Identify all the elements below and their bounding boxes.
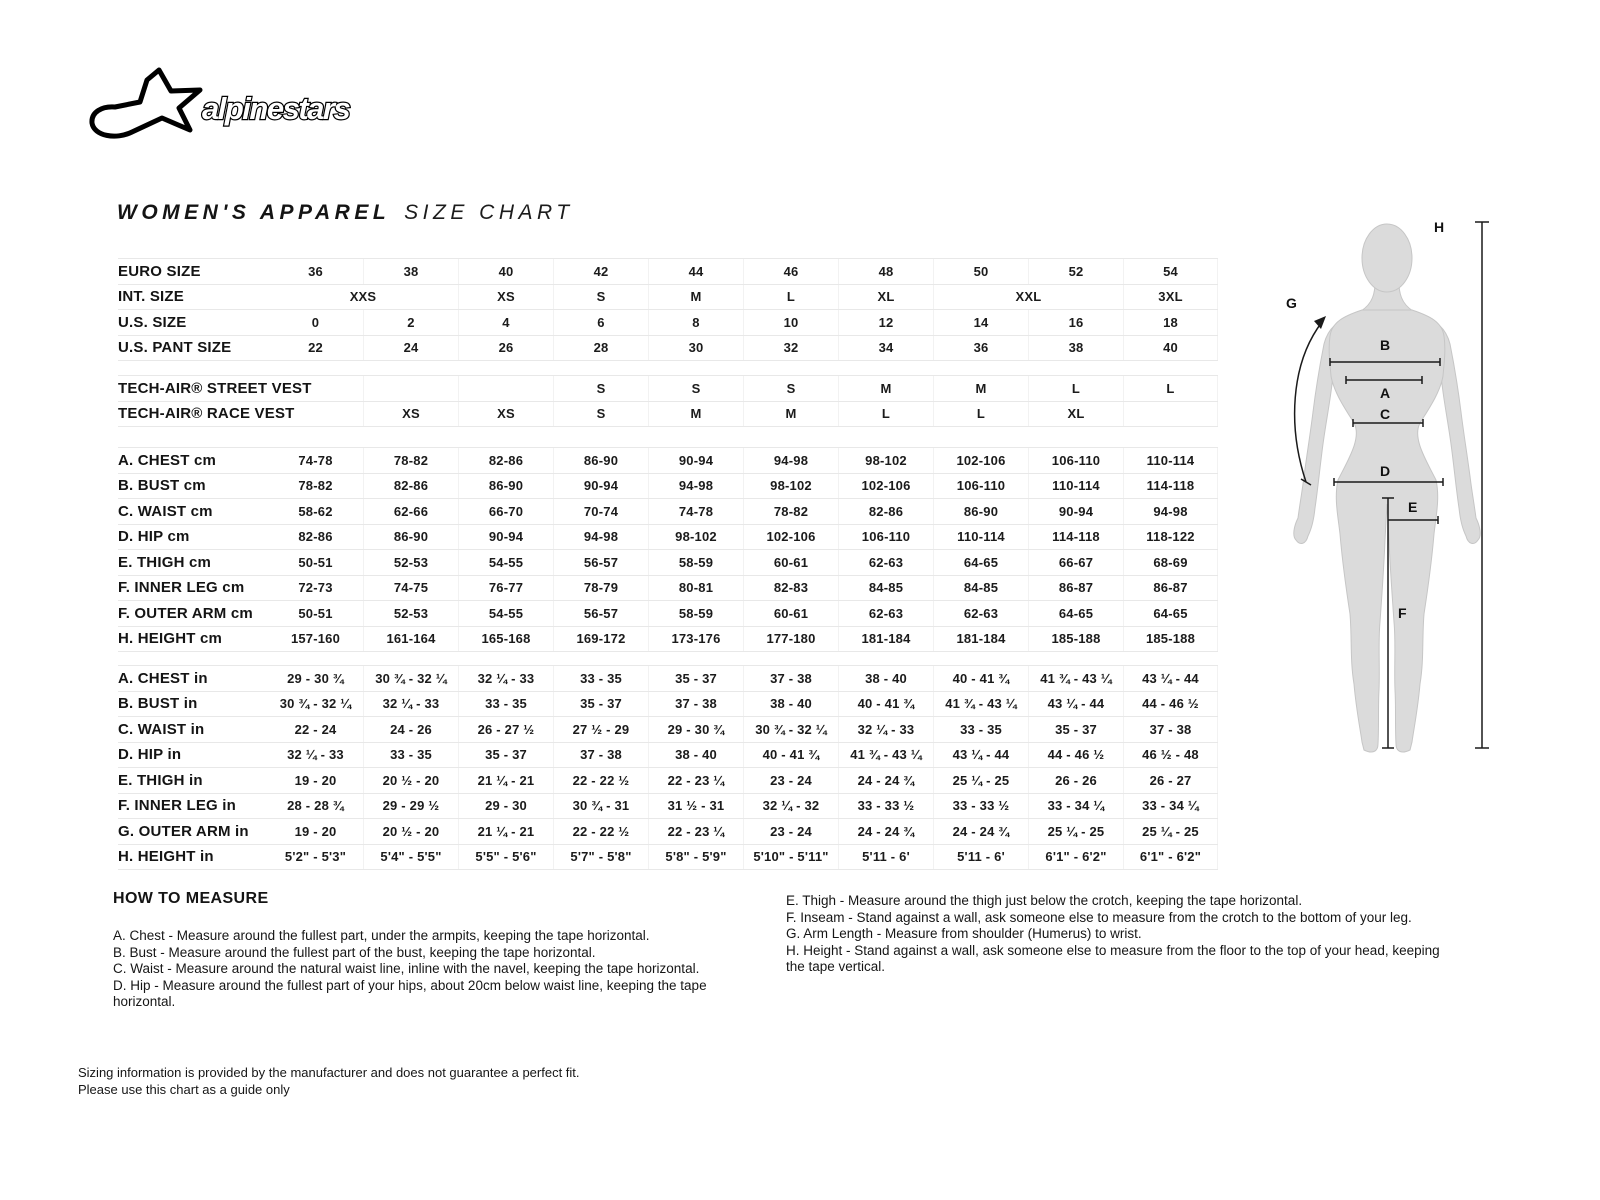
row-label: EURO SIZE bbox=[118, 262, 201, 280]
body-measurement-figure bbox=[1268, 198, 1503, 768]
table-cell: 28 - 28 ¾ bbox=[287, 798, 344, 814]
table-cell: 56-57 bbox=[553, 550, 648, 575]
alpinestars-star-icon bbox=[92, 70, 200, 136]
table-cell: 35 - 37 bbox=[553, 692, 648, 717]
table-cell: 165-168 bbox=[458, 627, 553, 652]
table-cell: M bbox=[648, 285, 743, 310]
figure-label-c: C bbox=[1380, 406, 1391, 422]
table-cell: 5'10" - 5'11" bbox=[743, 845, 838, 870]
table-cell: 82-83 bbox=[743, 576, 838, 601]
table-row bbox=[118, 716, 1218, 742]
table-cell: 98-102 bbox=[838, 448, 933, 473]
table-cell: 38 bbox=[363, 259, 458, 284]
table-cell: 5'8" - 5'9" bbox=[648, 845, 743, 870]
table-row bbox=[118, 375, 1218, 401]
row-label: F. OUTER ARM cm bbox=[118, 604, 253, 622]
table-cell: 161-164 bbox=[363, 627, 458, 652]
table-cell: 106-110 bbox=[933, 474, 1028, 499]
table-cell: 102-106 bbox=[838, 474, 933, 499]
table-cell: 43 ¼ - 44 bbox=[1028, 692, 1123, 717]
table-cell: 48 bbox=[838, 259, 933, 284]
measure-instruction-thigh: E. Thigh - Measure around the thigh just below the crotch, keeping the tape horizontal. bbox=[786, 893, 1303, 908]
table-cell: 114-118 bbox=[1123, 474, 1218, 499]
table-cell: 78-79 bbox=[553, 576, 648, 601]
row-label: A. CHEST in bbox=[118, 669, 208, 687]
table-row bbox=[118, 524, 1218, 550]
table-block-tech-air bbox=[118, 375, 1218, 427]
table-cell: 18 bbox=[1123, 310, 1218, 335]
table-cell: 106-110 bbox=[838, 525, 933, 550]
measure-instruction-height: H. Height - Stand against a wall, ask someone else to measure from the floor to the top of your head, keeping the tape vertical. bbox=[786, 942, 1440, 974]
row-label: C. WAIST in bbox=[118, 720, 205, 738]
table-cell: 27 ½ - 29 bbox=[553, 717, 648, 742]
table-cell: 26 bbox=[458, 336, 553, 361]
table-cell: S bbox=[553, 285, 648, 310]
table-row bbox=[118, 742, 1218, 768]
table-cell: 41 ¾ - 43 ¼ bbox=[933, 692, 1028, 717]
table-cell: 38 bbox=[1028, 336, 1123, 361]
table-cell: 90-94 bbox=[553, 474, 648, 499]
table-cell bbox=[458, 376, 553, 401]
table-cell: 30 ¾ - 31 bbox=[553, 794, 648, 819]
row-label: A. CHEST cm bbox=[118, 451, 217, 469]
figure-label-a: A bbox=[1380, 385, 1391, 401]
page-title-main: WOMEN'S APPAREL bbox=[117, 201, 391, 224]
page-title-sub: SIZE CHART bbox=[404, 201, 574, 224]
table-cell: S bbox=[743, 376, 838, 401]
table-cell: 35 - 37 bbox=[1028, 717, 1123, 742]
table-cell: 5'11 - 6' bbox=[838, 845, 933, 870]
table-cell: 5'11 - 6' bbox=[933, 845, 1028, 870]
table-cell: 34 bbox=[838, 336, 933, 361]
table-cell: 32 ¼ - 33 bbox=[287, 747, 344, 763]
table-cell: 20 ½ - 20 bbox=[363, 768, 458, 793]
table-cell: L bbox=[743, 285, 838, 310]
table-cell: 5'2" - 5'3" bbox=[284, 849, 347, 865]
table-row bbox=[118, 575, 1218, 601]
table-cell: 66-70 bbox=[458, 499, 553, 524]
table-cell: 10 bbox=[743, 310, 838, 335]
table-cell: 181-184 bbox=[933, 627, 1028, 652]
table-cell: 6'1" - 6'2" bbox=[1123, 845, 1218, 870]
table-cell: M bbox=[743, 402, 838, 427]
table-cell: 70-74 bbox=[553, 499, 648, 524]
table-row bbox=[118, 335, 1218, 361]
table-cell: 84-85 bbox=[933, 576, 1028, 601]
row-label: G. OUTER ARM in bbox=[118, 822, 249, 840]
row-label: TECH-AIR® STREET VEST bbox=[118, 379, 312, 397]
table-cell: 24 - 24 ¾ bbox=[838, 768, 933, 793]
table-cell: 181-184 bbox=[838, 627, 933, 652]
table-cell: L bbox=[1123, 376, 1218, 401]
table-cell: 52-53 bbox=[363, 601, 458, 626]
table-cell: 102-106 bbox=[933, 448, 1028, 473]
table-cell: 50-51 bbox=[298, 605, 333, 621]
table-cell: 40 bbox=[458, 259, 553, 284]
measure-instruction-hip: D. Hip - Measure around the fullest part of your hips, about 20cm below waist line, keeping the tape horizontal. bbox=[113, 977, 707, 1009]
table-cell: 2 bbox=[363, 310, 458, 335]
table-cell: 76-77 bbox=[458, 576, 553, 601]
table-cell: 52-53 bbox=[363, 550, 458, 575]
table-cell: 22 - 23 ¼ bbox=[648, 768, 743, 793]
figure-label-b: B bbox=[1380, 337, 1391, 353]
table-cell: 43 ¼ - 44 bbox=[933, 743, 1028, 768]
table-cell: 33 - 35 bbox=[363, 743, 458, 768]
table-cell: 74-75 bbox=[363, 576, 458, 601]
table-cell: 64-65 bbox=[933, 550, 1028, 575]
table-cell: 30 ¾ - 32 ¼ bbox=[743, 717, 838, 742]
table-cell: L bbox=[933, 402, 1028, 427]
table-cell: XS bbox=[458, 285, 553, 310]
table-cell: 12 bbox=[838, 310, 933, 335]
table-cell: 32 ¼ - 33 bbox=[363, 692, 458, 717]
table-cell: 38 - 40 bbox=[648, 743, 743, 768]
table-cell: 8 bbox=[648, 310, 743, 335]
table-cell: 4 bbox=[458, 310, 553, 335]
table-cell bbox=[1123, 402, 1218, 427]
table-cell: 25 ¼ - 25 bbox=[1123, 819, 1218, 844]
table-cell: 66-67 bbox=[1028, 550, 1123, 575]
figure-label-e: E bbox=[1408, 499, 1418, 515]
table-cell: 33 - 35 bbox=[553, 666, 648, 691]
table-cell: 40 - 41 ¾ bbox=[933, 666, 1028, 691]
row-label: D. HIP in bbox=[118, 746, 182, 764]
table-cell: 38 - 40 bbox=[743, 692, 838, 717]
row-label: F. INNER LEG in bbox=[118, 797, 237, 815]
table-cell: XL bbox=[838, 285, 933, 310]
table-cell: 114-118 bbox=[1028, 525, 1123, 550]
table-cell: L bbox=[1028, 376, 1123, 401]
table-row bbox=[118, 549, 1218, 575]
table-row bbox=[118, 767, 1218, 793]
table-cell: 41 ¾ - 43 ¼ bbox=[838, 743, 933, 768]
table-cell: 78-82 bbox=[298, 478, 333, 494]
table-cell: 23 - 24 bbox=[743, 768, 838, 793]
table-row bbox=[118, 818, 1218, 844]
table-cell: XXS bbox=[349, 289, 377, 305]
table-cell: 29 - 30 ¾ bbox=[287, 670, 344, 686]
table-cell: 58-62 bbox=[298, 503, 333, 519]
table-cell: 22 - 24 bbox=[294, 721, 337, 737]
table-cell: 19 - 20 bbox=[294, 823, 337, 839]
row-label: H. HEIGHT cm bbox=[118, 630, 223, 648]
table-cell: 32 ¼ - 33 bbox=[458, 666, 553, 691]
table-cell bbox=[363, 376, 458, 401]
table-cell: 78-82 bbox=[743, 499, 838, 524]
table-cell: 32 ¼ - 32 bbox=[743, 794, 838, 819]
table-cell: 82-86 bbox=[363, 474, 458, 499]
table-cell: 33 - 34 ¼ bbox=[1123, 794, 1218, 819]
table-cell: 5'4" - 5'5" bbox=[363, 845, 458, 870]
table-cell: 29 - 29 ½ bbox=[363, 794, 458, 819]
table-cell: 110-114 bbox=[933, 525, 1028, 550]
table-cell: 37 - 38 bbox=[1123, 717, 1218, 742]
table-cell: 50-51 bbox=[298, 554, 333, 570]
table-cell: 58-59 bbox=[648, 601, 743, 626]
table-cell: 185-188 bbox=[1028, 627, 1123, 652]
table-cell: 90-94 bbox=[458, 525, 553, 550]
table-cell: 64-65 bbox=[1123, 601, 1218, 626]
table-cell: 82-86 bbox=[458, 448, 553, 473]
table-cell: 24 - 24 ¾ bbox=[838, 819, 933, 844]
row-label: F. INNER LEG cm bbox=[118, 579, 245, 597]
table-cell: 22 - 23 ¼ bbox=[648, 819, 743, 844]
table-cell: 29 - 30 bbox=[458, 794, 553, 819]
table-cell: 16 bbox=[1028, 310, 1123, 335]
table-cell: 86-90 bbox=[933, 499, 1028, 524]
table-cell: 22 - 22 ½ bbox=[553, 819, 648, 844]
table-cell: 24 bbox=[363, 336, 458, 361]
table-cell: 37 - 38 bbox=[553, 743, 648, 768]
table-block-imperial bbox=[118, 665, 1218, 870]
table-cell: 30 ¾ - 32 ¼ bbox=[279, 696, 352, 712]
figure-label-f: F bbox=[1398, 605, 1407, 621]
how-to-measure-section bbox=[113, 890, 761, 1011]
table-cell: 118-122 bbox=[1123, 525, 1218, 550]
table-cell: 46 bbox=[743, 259, 838, 284]
table-cell: 82-86 bbox=[298, 529, 333, 545]
row-label: INT. SIZE bbox=[118, 288, 184, 306]
table-row bbox=[118, 284, 1218, 310]
table-cell: 54-55 bbox=[458, 550, 553, 575]
table-cell: 5'5" - 5'6" bbox=[458, 845, 553, 870]
row-label: E. THIGH in bbox=[118, 771, 203, 789]
figure-label-g: G bbox=[1286, 295, 1297, 311]
row-label: E. THIGH cm bbox=[118, 553, 212, 571]
table-cell: 33 - 35 bbox=[458, 692, 553, 717]
table-cell: 22 bbox=[308, 340, 323, 356]
table-row bbox=[118, 473, 1218, 499]
table-cell: 98-102 bbox=[743, 474, 838, 499]
row-label: B. BUST cm bbox=[118, 477, 206, 495]
table-cell: 36 bbox=[308, 263, 323, 279]
table-cell: 169-172 bbox=[553, 627, 648, 652]
table-cell: 50 bbox=[933, 259, 1028, 284]
table-cell: 40 - 41 ¾ bbox=[838, 692, 933, 717]
table-cell: XL bbox=[1028, 402, 1123, 427]
table-cell: 68-69 bbox=[1123, 550, 1218, 575]
table-cell: 22 - 22 ½ bbox=[553, 768, 648, 793]
table-cell: 30 bbox=[648, 336, 743, 361]
table-cell: 35 - 37 bbox=[458, 743, 553, 768]
table-cell: 37 - 38 bbox=[648, 692, 743, 717]
table-cell: 62-63 bbox=[838, 550, 933, 575]
table-cell: 86-90 bbox=[363, 525, 458, 550]
table-cell: 110-114 bbox=[1123, 448, 1218, 473]
disclaimer bbox=[78, 1064, 580, 1098]
table-cell: 23 - 24 bbox=[743, 819, 838, 844]
row-label: U.S. SIZE bbox=[118, 313, 187, 331]
table-cell: 60-61 bbox=[743, 601, 838, 626]
table-cell: 35 - 37 bbox=[648, 666, 743, 691]
table-cell: 94-98 bbox=[1123, 499, 1218, 524]
table-cell: 36 bbox=[933, 336, 1028, 361]
table-cell: 84-85 bbox=[838, 576, 933, 601]
table-cell: 33 - 33 ½ bbox=[838, 794, 933, 819]
table-cell: 185-188 bbox=[1123, 627, 1218, 652]
page-title bbox=[117, 201, 574, 225]
disclaimer-line-2: Please use this chart as a guide only bbox=[78, 1082, 290, 1097]
table-cell: S bbox=[648, 376, 743, 401]
table-cell: 82-86 bbox=[838, 499, 933, 524]
table-cell: 37 - 38 bbox=[743, 666, 838, 691]
table-cell: 86-90 bbox=[553, 448, 648, 473]
table-cell: 86-87 bbox=[1028, 576, 1123, 601]
row-label: D. HIP cm bbox=[118, 528, 190, 546]
table-cell: 72-73 bbox=[298, 580, 333, 596]
table-cell: XS bbox=[458, 402, 553, 427]
measure-instruction-inseam: F. Inseam - Stand against a wall, ask someone else to measure from the crotch to the bottom of your leg. bbox=[786, 909, 1412, 925]
table-row bbox=[118, 626, 1218, 652]
table-cell: M bbox=[838, 376, 933, 401]
table-cell: M bbox=[648, 402, 743, 427]
table-cell: 42 bbox=[553, 259, 648, 284]
table-cell: 29 - 30 ¾ bbox=[648, 717, 743, 742]
table-cell: 74-78 bbox=[298, 452, 333, 468]
table-cell: 86-90 bbox=[458, 474, 553, 499]
table-cell: 173-176 bbox=[648, 627, 743, 652]
table-cell: 58-59 bbox=[648, 550, 743, 575]
table-cell: 24 - 26 bbox=[363, 717, 458, 742]
table-cell: 54 bbox=[1123, 259, 1218, 284]
table-row bbox=[118, 498, 1218, 524]
table-cell: 3XL bbox=[1123, 285, 1218, 310]
table-cell: 98-102 bbox=[648, 525, 743, 550]
table-cell: 80-81 bbox=[648, 576, 743, 601]
table-cell: 32 ¼ - 33 bbox=[838, 717, 933, 742]
row-label: TECH-AIR® RACE VEST bbox=[118, 405, 295, 423]
table-cell: 90-94 bbox=[1028, 499, 1123, 524]
table-cell: 90-94 bbox=[648, 448, 743, 473]
measure-instruction-bust: B. Bust - Measure around the fullest part of the bust, keeping the tape horizontal. bbox=[113, 944, 596, 960]
alpinestars-wordmark: alpinestars bbox=[202, 91, 350, 126]
table-cell: 33 - 34 ¼ bbox=[1028, 794, 1123, 819]
measure-instruction-waist: C. Waist - Measure around the natural waist line, inline with the navel, keeping the tape horizontal. bbox=[113, 961, 700, 976]
table-cell: 62-63 bbox=[933, 601, 1028, 626]
how-to-measure-heading: HOW TO MEASURE bbox=[113, 890, 269, 907]
table-cell: 94-98 bbox=[553, 525, 648, 550]
table-cell: 31 ½ - 31 bbox=[648, 794, 743, 819]
table-cell: 74-78 bbox=[648, 499, 743, 524]
table-cell: 56-57 bbox=[553, 601, 648, 626]
figure-label-d: D bbox=[1380, 463, 1391, 479]
table-cell: 46 ½ - 48 bbox=[1123, 743, 1218, 768]
alpinestars-logo bbox=[84, 66, 352, 140]
table-row bbox=[118, 844, 1218, 870]
table-cell: M bbox=[933, 376, 1028, 401]
table-cell: 20 ½ - 20 bbox=[363, 819, 458, 844]
table-cell: 106-110 bbox=[1028, 448, 1123, 473]
table-cell: 64-65 bbox=[1028, 601, 1123, 626]
table-row bbox=[118, 309, 1218, 335]
row-label: U.S. PANT SIZE bbox=[118, 339, 232, 357]
table-cell: 157-160 bbox=[290, 631, 341, 647]
table-cell: 14 bbox=[933, 310, 1028, 335]
row-label: B. BUST in bbox=[118, 695, 198, 713]
table-block-metric bbox=[118, 447, 1218, 652]
table-cell: 0 bbox=[311, 314, 320, 330]
table-cell: 52 bbox=[1028, 259, 1123, 284]
table-cell: 6'1" - 6'2" bbox=[1028, 845, 1123, 870]
table-row bbox=[118, 401, 1218, 427]
size-table bbox=[118, 258, 1218, 870]
table-row bbox=[118, 665, 1218, 691]
measure-instruction-chest: A. Chest - Measure around the fullest part, under the armpits, keeping the tape horizontal. bbox=[113, 928, 650, 943]
table-cell: 33 - 33 ½ bbox=[933, 794, 1028, 819]
table-cell: 78-82 bbox=[363, 448, 458, 473]
figure-head bbox=[1362, 224, 1412, 292]
table-cell bbox=[268, 402, 363, 427]
table-row bbox=[118, 600, 1218, 626]
table-cell: 94-98 bbox=[648, 474, 743, 499]
table-cell: 33 - 35 bbox=[933, 717, 1028, 742]
table-cell: 26 - 26 bbox=[1028, 768, 1123, 793]
table-cell: 102-106 bbox=[743, 525, 838, 550]
table-cell: 5'7" - 5'8" bbox=[553, 845, 648, 870]
table-cell: 30 ¾ - 32 ¼ bbox=[363, 666, 458, 691]
table-cell: 40 - 41 ¾ bbox=[743, 743, 838, 768]
table-cell: 94-98 bbox=[743, 448, 838, 473]
table-cell: 44 - 46 ½ bbox=[1123, 692, 1218, 717]
table-cell: 44 - 46 ½ bbox=[1028, 743, 1123, 768]
table-cell: 60-61 bbox=[743, 550, 838, 575]
table-cell: 25 ¼ - 25 bbox=[933, 768, 1028, 793]
table-cell bbox=[268, 376, 363, 401]
table-cell: 62-63 bbox=[838, 601, 933, 626]
table-cell: L bbox=[838, 402, 933, 427]
measure-instruction-arm-length: G. Arm Length - Measure from shoulder (Humerus) to wrist. bbox=[786, 926, 1142, 941]
figure-label-h: H bbox=[1434, 219, 1445, 235]
table-cell: 26 - 27 ½ bbox=[458, 717, 553, 742]
table-cell: S bbox=[553, 376, 648, 401]
table-cell: 43 ¼ - 44 bbox=[1123, 666, 1218, 691]
table-cell: 62-66 bbox=[363, 499, 458, 524]
how-to-measure-section-right bbox=[786, 893, 1454, 976]
row-label: C. WAIST cm bbox=[118, 502, 213, 520]
table-cell: 25 ¼ - 25 bbox=[1028, 819, 1123, 844]
table-cell: 26 - 27 bbox=[1123, 768, 1218, 793]
table-cell: 6 bbox=[553, 310, 648, 335]
table-cell: S bbox=[553, 402, 648, 427]
table-cell: 86-87 bbox=[1123, 576, 1218, 601]
table-cell: 21 ¼ - 21 bbox=[458, 768, 553, 793]
table-cell: 21 ¼ - 21 bbox=[458, 819, 553, 844]
table-cell: 177-180 bbox=[743, 627, 838, 652]
table-cell: 19 - 20 bbox=[294, 772, 337, 788]
table-row bbox=[118, 258, 1218, 284]
table-cell: 41 ¾ - 43 ¼ bbox=[1028, 666, 1123, 691]
table-cell: XXL bbox=[933, 285, 1123, 310]
table-cell: 24 - 24 ¾ bbox=[933, 819, 1028, 844]
table-block-sizes bbox=[118, 258, 1218, 361]
table-cell: 54-55 bbox=[458, 601, 553, 626]
row-label: H. HEIGHT in bbox=[118, 848, 214, 866]
table-cell: 40 bbox=[1123, 336, 1218, 361]
table-cell: 32 bbox=[743, 336, 838, 361]
table-cell: 110-114 bbox=[1028, 474, 1123, 499]
table-cell: 28 bbox=[553, 336, 648, 361]
table-row bbox=[118, 691, 1218, 717]
disclaimer-line-1: Sizing information is provided by the manufacturer and does not guarantee a perfect fit. bbox=[78, 1065, 580, 1080]
table-row bbox=[118, 447, 1218, 473]
arm-length-arrowhead bbox=[1314, 316, 1326, 329]
table-cell: 44 bbox=[648, 259, 743, 284]
table-cell: XS bbox=[363, 402, 458, 427]
table-row bbox=[118, 793, 1218, 819]
table-cell: 38 - 40 bbox=[838, 666, 933, 691]
